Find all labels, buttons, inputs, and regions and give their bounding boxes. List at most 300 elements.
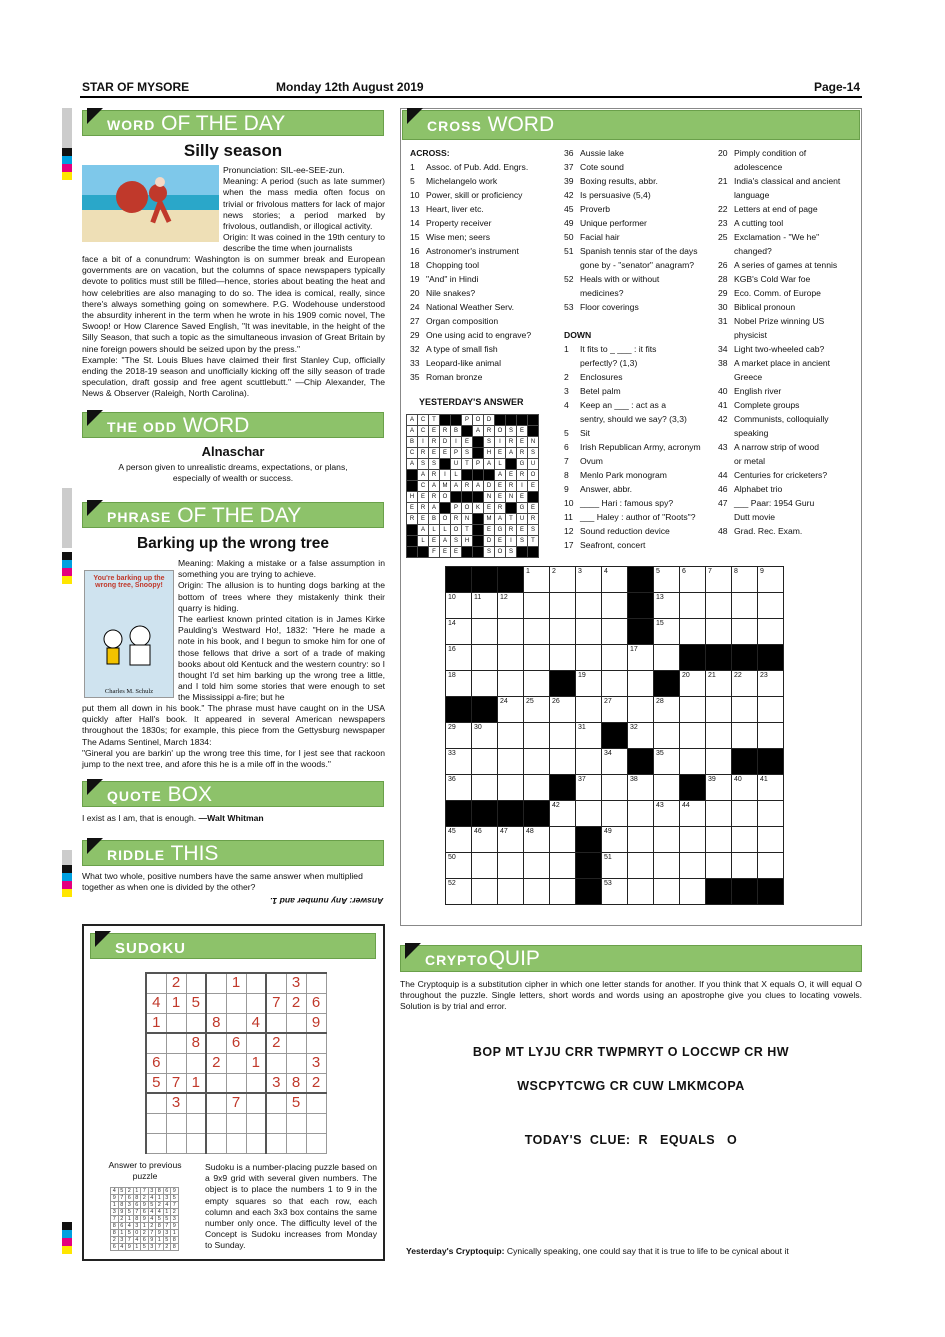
crossword-cell[interactable] bbox=[732, 645, 758, 671]
crossword-cell[interactable] bbox=[706, 645, 732, 671]
crossword-cell[interactable]: 50 bbox=[446, 853, 472, 879]
crossword-cell[interactable] bbox=[498, 671, 524, 697]
crossword-cell[interactable] bbox=[602, 645, 628, 671]
crossword-cell[interactable]: 47 bbox=[498, 827, 524, 853]
crossword-cell[interactable]: 2 bbox=[550, 567, 576, 593]
crossword-cell[interactable] bbox=[524, 645, 550, 671]
crossword-cell[interactable]: 17 bbox=[628, 645, 654, 671]
crossword-cell[interactable]: 53 bbox=[602, 879, 628, 905]
crossword-cell[interactable] bbox=[498, 645, 524, 671]
clue-item: 14 Property receiver bbox=[410, 218, 492, 228]
crossword-cell[interactable]: 29 bbox=[446, 723, 472, 749]
crossword-cell[interactable]: 7 bbox=[706, 567, 732, 593]
answer-cell: 1 bbox=[156, 1237, 164, 1244]
sudoku-cell[interactable] bbox=[146, 1133, 166, 1153]
crossword-cell[interactable] bbox=[576, 801, 602, 827]
crossword-cell[interactable] bbox=[732, 853, 758, 879]
crossword-cell[interactable] bbox=[680, 645, 706, 671]
crossword-cell[interactable] bbox=[472, 853, 498, 879]
crossword-cell[interactable] bbox=[602, 593, 628, 619]
crossword-cell[interactable]: 11 bbox=[472, 593, 498, 619]
crossword-cell[interactable] bbox=[446, 801, 472, 827]
crossword-cell[interactable] bbox=[654, 853, 680, 879]
crossword-cell[interactable]: 26 bbox=[550, 697, 576, 723]
sudoku-cell[interactable] bbox=[306, 1133, 326, 1153]
sudoku-cell[interactable] bbox=[166, 1033, 186, 1053]
crossword-cell[interactable] bbox=[628, 749, 654, 775]
crossword-cell[interactable] bbox=[550, 853, 576, 879]
answer-cell: 9 bbox=[141, 1216, 149, 1223]
sudoku-cell[interactable]: 7 bbox=[266, 993, 286, 1013]
crossword-cell[interactable] bbox=[472, 645, 498, 671]
crossword-cell[interactable] bbox=[498, 723, 524, 749]
crossword-cell[interactable] bbox=[706, 593, 732, 619]
crossword-cell[interactable] bbox=[628, 827, 654, 853]
word-title: Silly season bbox=[183, 141, 283, 160]
crossword-cell[interactable] bbox=[732, 619, 758, 645]
sudoku-cell[interactable]: 2 bbox=[166, 973, 186, 993]
crossword-cell[interactable] bbox=[628, 619, 654, 645]
crossword-cell[interactable] bbox=[550, 775, 576, 801]
crossword-cell[interactable]: 52 bbox=[446, 879, 472, 905]
sudoku-cell[interactable] bbox=[206, 1033, 226, 1053]
sudoku-cell[interactable]: 3 bbox=[166, 1093, 186, 1113]
yesterday-cell: I bbox=[451, 437, 462, 448]
crossword-cell[interactable]: 42 bbox=[550, 801, 576, 827]
crossword-cell[interactable] bbox=[498, 775, 524, 801]
answer-cell: 5 bbox=[163, 1216, 171, 1223]
crossword-cell[interactable] bbox=[550, 645, 576, 671]
sudoku-cell[interactable] bbox=[206, 1073, 226, 1093]
crossword-cell[interactable] bbox=[550, 879, 576, 905]
crossword-cell[interactable] bbox=[732, 801, 758, 827]
crossword-cell[interactable] bbox=[680, 775, 706, 801]
crossword-cell[interactable] bbox=[602, 801, 628, 827]
crossword-cell[interactable] bbox=[680, 879, 706, 905]
sudoku-cell[interactable] bbox=[166, 1133, 186, 1153]
sudoku-cell[interactable]: 2 bbox=[206, 1053, 226, 1073]
crossword-cell[interactable]: 3 bbox=[576, 567, 602, 593]
crossword-cell[interactable]: 40 bbox=[732, 775, 758, 801]
crossword-cell[interactable] bbox=[498, 853, 524, 879]
crossword-cell[interactable]: 25 bbox=[524, 697, 550, 723]
sudoku-cell[interactable] bbox=[286, 1113, 306, 1133]
yesterday-cell: A bbox=[495, 470, 506, 481]
sudoku-cell[interactable]: 2 bbox=[286, 993, 306, 1013]
sudoku-cell[interactable] bbox=[206, 993, 226, 1013]
crossword-cell[interactable]: 43 bbox=[654, 801, 680, 827]
clue-item: 31 Nobel Prize winning US bbox=[718, 316, 825, 326]
crossword-cell[interactable]: 12 bbox=[498, 593, 524, 619]
sudoku-cell[interactable]: 6 bbox=[306, 993, 326, 1013]
crossword-cell[interactable] bbox=[654, 645, 680, 671]
crossword-cell[interactable] bbox=[628, 567, 654, 593]
sudoku-cell[interactable]: 1 bbox=[166, 993, 186, 1013]
answer-cell: 4 bbox=[126, 1223, 134, 1230]
crossword-cell[interactable] bbox=[602, 775, 628, 801]
crossword-cell[interactable] bbox=[680, 853, 706, 879]
crossword-cell[interactable] bbox=[550, 619, 576, 645]
answer-cell: 1 bbox=[126, 1216, 134, 1223]
sudoku-cell[interactable] bbox=[266, 1053, 286, 1073]
clue-item: Dutt movie bbox=[734, 512, 776, 522]
answer-cell: 1 bbox=[118, 1230, 126, 1237]
clue-item: 42 Is persuasive (5,4) bbox=[564, 190, 651, 200]
sudoku-cell[interactable] bbox=[306, 973, 326, 993]
crossword-cell[interactable]: 6 bbox=[680, 567, 706, 593]
crossword-cell[interactable] bbox=[732, 697, 758, 723]
crossword-grid bbox=[445, 566, 784, 905]
answer-cell: 8 bbox=[133, 1216, 141, 1223]
crossword-cell[interactable] bbox=[524, 853, 550, 879]
sudoku-cell[interactable]: 6 bbox=[226, 1033, 246, 1053]
crossword-cell[interactable] bbox=[550, 671, 576, 697]
sudoku-cell[interactable] bbox=[306, 1113, 326, 1133]
crossword-cell[interactable]: 39 bbox=[706, 775, 732, 801]
crossword-cell[interactable] bbox=[706, 801, 732, 827]
crossword-cell[interactable]: 46 bbox=[472, 827, 498, 853]
crossword-cell[interactable] bbox=[524, 619, 550, 645]
answer-cell: 5 bbox=[126, 1209, 134, 1216]
crossword-cell[interactable]: 23 bbox=[758, 671, 784, 697]
yesterday-cell bbox=[418, 547, 429, 558]
sudoku-cell[interactable] bbox=[186, 1113, 206, 1133]
sudoku-cell[interactable] bbox=[186, 1013, 206, 1033]
sudoku-cell[interactable] bbox=[226, 1133, 246, 1153]
crossword-cell[interactable] bbox=[628, 801, 654, 827]
crossword-cell[interactable]: 21 bbox=[706, 671, 732, 697]
crossword-cell[interactable]: 41 bbox=[758, 775, 784, 801]
crossword-cell[interactable] bbox=[550, 749, 576, 775]
sudoku-cell[interactable]: 1 bbox=[226, 973, 246, 993]
sudoku-cell[interactable]: 5 bbox=[286, 1093, 306, 1113]
sudoku-cell[interactable] bbox=[246, 1093, 266, 1113]
sudoku-cell[interactable]: 4 bbox=[146, 993, 166, 1013]
sudoku-cell[interactable] bbox=[146, 1093, 166, 1113]
crossword-cell[interactable] bbox=[628, 697, 654, 723]
crossword-cell[interactable] bbox=[706, 853, 732, 879]
crossword-cell[interactable] bbox=[524, 593, 550, 619]
sudoku-cell[interactable] bbox=[246, 993, 266, 1013]
sudoku-cell[interactable] bbox=[306, 1093, 326, 1113]
crossword-cell[interactable] bbox=[628, 853, 654, 879]
crossword-cell[interactable] bbox=[472, 697, 498, 723]
sudoku-cell[interactable] bbox=[166, 1013, 186, 1033]
sudoku-cell[interactable]: 8 bbox=[206, 1013, 226, 1033]
crossword-cell[interactable] bbox=[628, 671, 654, 697]
sudoku-cell[interactable] bbox=[166, 1053, 186, 1073]
crossword-cell[interactable]: 45 bbox=[446, 827, 472, 853]
crossword-cell[interactable]: 35 bbox=[654, 749, 680, 775]
crossword-cell[interactable] bbox=[446, 567, 472, 593]
crossword-cell[interactable] bbox=[472, 619, 498, 645]
answer-cell: 2 bbox=[163, 1244, 171, 1251]
crossword-cell[interactable] bbox=[498, 801, 524, 827]
sudoku-cell[interactable] bbox=[186, 1053, 206, 1073]
sudoku-cell[interactable] bbox=[146, 1113, 166, 1133]
sudoku-cell[interactable] bbox=[246, 973, 266, 993]
crossword-cell[interactable] bbox=[472, 879, 498, 905]
yesterday-cell: L bbox=[451, 470, 462, 481]
crossword-cell[interactable]: 48 bbox=[524, 827, 550, 853]
sudoku-description: Sudoku is a number-placing puzzle based on a 9x9 grid with several given numbers. The object is to place the numbers 1 to 9 in the empty squares so that each row, each column and each 3x3 box contains the same number only once. The difficulty level of the Concept is Sudoku increases from Monday to Sunday. bbox=[205, 1162, 377, 1251]
crossword-cell[interactable] bbox=[758, 593, 784, 619]
crossword-cell[interactable] bbox=[706, 879, 732, 905]
crossword-cell[interactable] bbox=[524, 671, 550, 697]
answer-cell: 1 bbox=[163, 1209, 171, 1216]
crossword-cell[interactable] bbox=[732, 879, 758, 905]
crossword-cell[interactable]: 34 bbox=[602, 749, 628, 775]
yesterday-cell: E bbox=[462, 437, 473, 448]
sudoku-cell[interactable] bbox=[226, 1053, 246, 1073]
sudoku-cell[interactable]: 4 bbox=[246, 1013, 266, 1033]
sudoku-cell[interactable] bbox=[246, 1113, 266, 1133]
crossword-cell[interactable] bbox=[758, 619, 784, 645]
sudoku-cell[interactable]: 8 bbox=[286, 1073, 306, 1093]
sudoku-cell[interactable]: 2 bbox=[306, 1073, 326, 1093]
sudoku-cell[interactable]: 2 bbox=[266, 1033, 286, 1053]
crossword-cell[interactable] bbox=[446, 697, 472, 723]
answer-cell: 1 bbox=[156, 1195, 164, 1202]
sudoku-cell[interactable]: 8 bbox=[186, 1033, 206, 1053]
crossword-cell[interactable]: 36 bbox=[446, 775, 472, 801]
yesterday-cell: S bbox=[517, 536, 528, 547]
crossword-cell[interactable] bbox=[602, 619, 628, 645]
crossword-cell[interactable]: 9 bbox=[758, 567, 784, 593]
crossword-cell[interactable] bbox=[576, 697, 602, 723]
sudoku-cell[interactable] bbox=[246, 1033, 266, 1053]
crossword-cell[interactable]: 24 bbox=[498, 697, 524, 723]
crossword-cell[interactable]: 4 bbox=[602, 567, 628, 593]
sudoku-cell[interactable] bbox=[286, 1033, 306, 1053]
crossword-cell[interactable] bbox=[680, 593, 706, 619]
crossword-cell[interactable] bbox=[758, 749, 784, 775]
crossword-cell[interactable] bbox=[654, 879, 680, 905]
crossword-cell[interactable] bbox=[758, 645, 784, 671]
clue-item: DOWN bbox=[564, 330, 592, 340]
yesterday-cell: K bbox=[473, 503, 484, 514]
sudoku-cell[interactable] bbox=[226, 1013, 246, 1033]
sudoku-cell[interactable] bbox=[146, 1033, 166, 1053]
sudoku-cell[interactable] bbox=[306, 1033, 326, 1053]
crossword-cell[interactable] bbox=[628, 879, 654, 905]
crossword-cell[interactable]: 38 bbox=[628, 775, 654, 801]
sudoku-cell[interactable] bbox=[286, 1013, 306, 1033]
crossword-cell[interactable] bbox=[524, 775, 550, 801]
crossword-cell[interactable] bbox=[576, 645, 602, 671]
crossword-cell[interactable]: 18 bbox=[446, 671, 472, 697]
crossword-cell[interactable] bbox=[680, 723, 706, 749]
crossword-cell[interactable]: 31 bbox=[576, 723, 602, 749]
sudoku-cell[interactable]: 6 bbox=[146, 1053, 166, 1073]
clue-item: 3 Betel palm bbox=[564, 386, 621, 396]
crossword-cell[interactable]: 20 bbox=[680, 671, 706, 697]
crossword-cell[interactable] bbox=[706, 827, 732, 853]
crossword-cell[interactable] bbox=[706, 723, 732, 749]
yesterday-cell: R bbox=[418, 503, 429, 514]
yesterday-cell bbox=[473, 448, 484, 459]
sudoku-cell[interactable] bbox=[206, 973, 226, 993]
crossword-cell[interactable] bbox=[602, 671, 628, 697]
crossword-cell[interactable] bbox=[498, 879, 524, 905]
sudoku-cell[interactable] bbox=[286, 1133, 306, 1153]
crossword-cell[interactable] bbox=[732, 723, 758, 749]
crossword-cell[interactable] bbox=[706, 749, 732, 775]
crossword-cell[interactable]: 32 bbox=[628, 723, 654, 749]
sudoku-cell[interactable] bbox=[266, 1133, 286, 1153]
sudoku-cell[interactable] bbox=[246, 1133, 266, 1153]
crossword-cell[interactable] bbox=[472, 749, 498, 775]
crossword-cell[interactable] bbox=[576, 619, 602, 645]
crossword-cell[interactable] bbox=[680, 697, 706, 723]
crossword-cell[interactable]: 14 bbox=[446, 619, 472, 645]
answer-cell: 2 bbox=[141, 1195, 149, 1202]
crossword-cell[interactable] bbox=[498, 749, 524, 775]
crossword-cell[interactable]: 30 bbox=[472, 723, 498, 749]
sudoku-cell[interactable]: 3 bbox=[266, 1073, 286, 1093]
answer-cell: 7 bbox=[163, 1223, 171, 1230]
crossword-cell[interactable] bbox=[706, 697, 732, 723]
sudoku-cell[interactable]: 7 bbox=[166, 1073, 186, 1093]
sudoku-cell[interactable] bbox=[266, 1113, 286, 1133]
crossword-cell[interactable]: 10 bbox=[446, 593, 472, 619]
crossword-cell[interactable] bbox=[680, 619, 706, 645]
answer-cell: 8 bbox=[111, 1230, 119, 1237]
crossword-cell[interactable] bbox=[654, 723, 680, 749]
crossword-cell[interactable] bbox=[576, 853, 602, 879]
crossword-cell[interactable] bbox=[654, 775, 680, 801]
header-rule bbox=[80, 96, 862, 98]
clue-item: 22 Letters at end of page bbox=[718, 204, 818, 214]
yesterday-cell: R bbox=[440, 426, 451, 437]
sudoku-cell[interactable] bbox=[266, 1013, 286, 1033]
sudoku-cell[interactable]: 7 bbox=[226, 1093, 246, 1113]
yesterday-cell bbox=[528, 492, 539, 503]
crossword-cell[interactable] bbox=[498, 619, 524, 645]
crossword-cell[interactable] bbox=[628, 593, 654, 619]
yesterday-cell bbox=[528, 547, 539, 558]
sudoku-cell[interactable]: 5 bbox=[146, 1073, 166, 1093]
yesterday-cell: E bbox=[517, 426, 528, 437]
crossword-cell[interactable] bbox=[576, 749, 602, 775]
sudoku-cell[interactable] bbox=[186, 1133, 206, 1153]
sudoku-cell[interactable] bbox=[246, 1073, 266, 1093]
crossword-cell[interactable] bbox=[732, 749, 758, 775]
crossword-cell[interactable] bbox=[550, 723, 576, 749]
crossword-cell[interactable] bbox=[524, 723, 550, 749]
crossword-cell[interactable]: 5 bbox=[654, 567, 680, 593]
crossword-cell[interactable] bbox=[576, 827, 602, 853]
crossword-cell[interactable] bbox=[472, 671, 498, 697]
crossword-cell[interactable]: 19 bbox=[576, 671, 602, 697]
crossword-cell[interactable] bbox=[472, 775, 498, 801]
yesterday-cell: S bbox=[418, 459, 429, 470]
crossword-cell[interactable] bbox=[498, 567, 524, 593]
sudoku-cell[interactable] bbox=[186, 973, 206, 993]
crossword-cell[interactable] bbox=[550, 593, 576, 619]
sudoku-cell[interactable] bbox=[226, 1073, 246, 1093]
sudoku-cell[interactable] bbox=[206, 1133, 226, 1153]
crossword-cell[interactable]: 15 bbox=[654, 619, 680, 645]
sudoku-cell[interactable] bbox=[266, 1093, 286, 1113]
crossword-cell[interactable] bbox=[524, 801, 550, 827]
crossword-cell[interactable] bbox=[758, 853, 784, 879]
crossword-cell[interactable]: 8 bbox=[732, 567, 758, 593]
sudoku-cell[interactable]: 1 bbox=[146, 1013, 166, 1033]
crossword-cell[interactable]: 16 bbox=[446, 645, 472, 671]
crossword-cell[interactable]: 1 bbox=[524, 567, 550, 593]
clue-item: 1 Assoc. of Pub. Add. Engrs. bbox=[410, 162, 529, 172]
crossword-cell[interactable] bbox=[758, 827, 784, 853]
crossword-cell[interactable] bbox=[472, 801, 498, 827]
crossword-cell[interactable] bbox=[654, 827, 680, 853]
crossword-cell[interactable]: 33 bbox=[446, 749, 472, 775]
crossword-cell[interactable] bbox=[706, 619, 732, 645]
crossword-cell[interactable] bbox=[524, 749, 550, 775]
crossword-cell[interactable] bbox=[654, 671, 680, 697]
crossword-cell[interactable] bbox=[524, 879, 550, 905]
sudoku-cell[interactable] bbox=[226, 1113, 246, 1133]
sudoku-cell[interactable] bbox=[206, 1113, 226, 1133]
issue-date: Monday 12th August 2019 bbox=[276, 80, 424, 94]
crossword-cell[interactable] bbox=[758, 697, 784, 723]
crossword-cell[interactable] bbox=[680, 827, 706, 853]
crossword-cell[interactable] bbox=[758, 801, 784, 827]
crossword-cell[interactable] bbox=[732, 827, 758, 853]
crossword-cell[interactable] bbox=[602, 723, 628, 749]
crossword-cell[interactable]: 51 bbox=[602, 853, 628, 879]
cryptoquip-intro: The Cryptoquip is a substitution cipher in which one letter stands for another. If you think that X equals O, it will equal O throughout the puzzle. Single letters, short words and words using an apostrophe give you clues to locating vowels. Solution is by trial and error. bbox=[400, 979, 862, 1012]
crossword-cell[interactable] bbox=[680, 749, 706, 775]
answer-cell: 6 bbox=[141, 1209, 149, 1216]
sudoku-cell[interactable] bbox=[226, 993, 246, 1013]
sudoku-cell[interactable]: 1 bbox=[246, 1053, 266, 1073]
answer-cell: 6 bbox=[163, 1188, 171, 1195]
sudoku-cell[interactable]: 9 bbox=[306, 1013, 326, 1033]
sudoku-cell[interactable] bbox=[286, 1053, 306, 1073]
sudoku-cell[interactable] bbox=[186, 1093, 206, 1113]
crossword-cell[interactable]: 13 bbox=[654, 593, 680, 619]
crossword-cell[interactable] bbox=[550, 827, 576, 853]
clue-item: 16 Astronomer's instrument bbox=[410, 246, 519, 256]
crossword-cell[interactable]: 49 bbox=[602, 827, 628, 853]
crossword-cell[interactable] bbox=[472, 567, 498, 593]
crossword-cell[interactable] bbox=[758, 879, 784, 905]
sudoku-cell[interactable]: 5 bbox=[186, 993, 206, 1013]
crossword-cell[interactable]: 44 bbox=[680, 801, 706, 827]
yesterday-cell: E bbox=[506, 470, 517, 481]
crossword-cell[interactable]: 22 bbox=[732, 671, 758, 697]
sudoku-cell[interactable]: 3 bbox=[286, 973, 306, 993]
sudoku-cell[interactable]: 1 bbox=[186, 1073, 206, 1093]
sudoku-cell[interactable] bbox=[166, 1113, 186, 1133]
answer-cell: 5 bbox=[148, 1202, 156, 1209]
sudoku-cell[interactable] bbox=[146, 973, 166, 993]
crossword-cell[interactable]: 27 bbox=[602, 697, 628, 723]
yesterday-cell: A bbox=[429, 503, 440, 514]
crossword-cell[interactable] bbox=[576, 593, 602, 619]
sudoku-cell[interactable] bbox=[206, 1093, 226, 1113]
crossword-cell[interactable]: 28 bbox=[654, 697, 680, 723]
crossword-cell[interactable] bbox=[576, 879, 602, 905]
odd-word-band: THE ODD WORD bbox=[82, 412, 384, 438]
sudoku-cell[interactable]: 3 bbox=[306, 1053, 326, 1073]
crossword-cell[interactable] bbox=[732, 593, 758, 619]
crossword-cell[interactable] bbox=[758, 723, 784, 749]
sudoku-cell[interactable] bbox=[266, 973, 286, 993]
crossword-cell[interactable]: 37 bbox=[576, 775, 602, 801]
yesterday-cell bbox=[451, 415, 462, 426]
